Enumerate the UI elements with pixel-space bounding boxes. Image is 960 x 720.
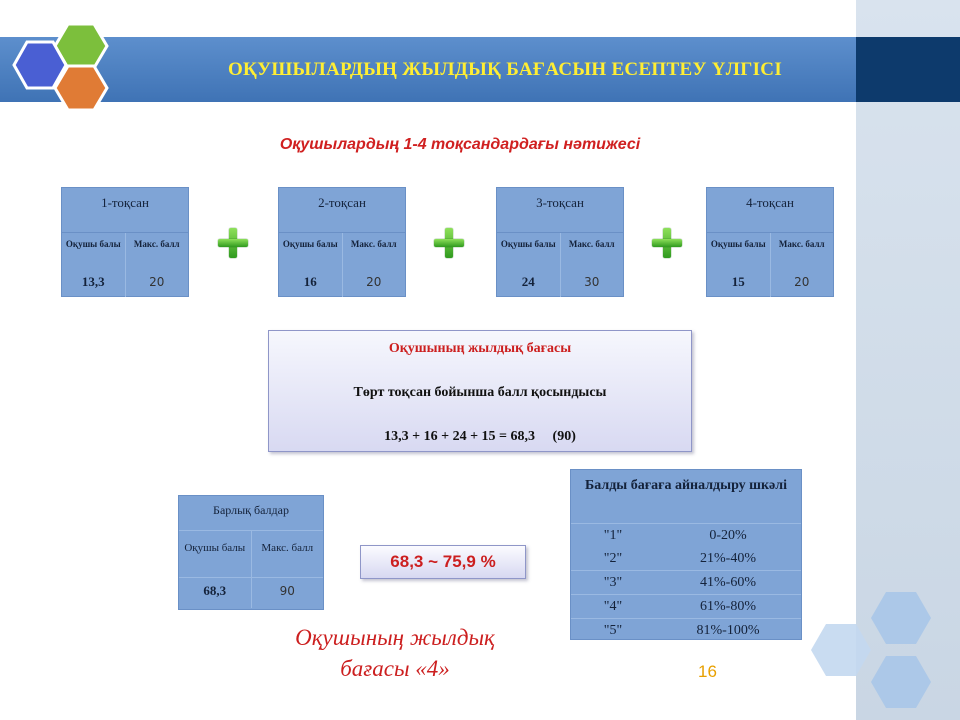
quarter-1-table <box>61 187 189 297</box>
scale-grade: "5" <box>603 623 623 638</box>
student-score-header: Оқушы балы <box>62 233 126 271</box>
student-score: 15 <box>707 271 771 297</box>
scale-range: 41%-60% <box>700 575 756 590</box>
student-score: 13,3 <box>62 271 126 297</box>
header-dark-block <box>856 37 960 102</box>
student-score: 24 <box>497 271 561 297</box>
student-score-header: Оқушы балы <box>497 233 561 271</box>
annual-summary-box <box>268 330 692 452</box>
percent-box: 68,3 ~ 75,9 % <box>360 545 526 579</box>
scale-range: 81%-100% <box>696 623 760 638</box>
grade-scale-table <box>570 469 802 640</box>
max-score-header: Макс. балл <box>778 239 825 249</box>
student-score-header: Оқушы балы <box>707 233 771 271</box>
max-score-header: Макс. балл <box>133 239 180 249</box>
summary-formula: 13,3 + 16 + 24 + 15 = 68,3 (90) <box>384 429 576 444</box>
quarter-title: 1-тоқсан <box>62 188 188 233</box>
quarter-3-table <box>496 187 624 297</box>
plus-icon <box>652 228 682 258</box>
logo-hexagons <box>10 22 110 114</box>
scale-range: 61%-80% <box>700 599 756 614</box>
plus-icon <box>434 228 464 258</box>
student-score-header: Оқушы балы <box>179 531 252 577</box>
final-grade-line2: бағасы «4» <box>340 656 450 681</box>
quarter-title: 2-тоқсан <box>279 188 405 233</box>
scale-row <box>571 570 801 594</box>
total-score-table <box>178 495 324 610</box>
max-score-header: Макс. балл <box>568 239 615 249</box>
scale-grade: "4" <box>603 599 623 614</box>
max-score-header: Макс. балл <box>350 239 397 249</box>
scale-row <box>571 524 801 547</box>
slide-subtitle: Оқушылардың 1-4 тоқсандардағы нәтижесі <box>279 136 641 153</box>
student-score-header: Оқушы балы <box>279 233 343 271</box>
quarter-4-table <box>706 187 834 297</box>
final-grade-text <box>255 622 535 684</box>
quarter-2-table <box>278 187 406 297</box>
scale-grade: "1" <box>603 528 623 543</box>
total-max-score: 90 <box>279 584 295 598</box>
page-number: 16 <box>698 662 717 681</box>
hexagon-orange <box>55 66 107 110</box>
student-score: 16 <box>279 271 343 297</box>
slide-title: ОҚУШЫЛАРДЫҢ ЖЫЛДЫҚ БАҒАСЫН ЕСЕПТЕУ ҮЛГІСІ <box>227 59 783 80</box>
scale-range: 21%-40% <box>700 551 756 566</box>
max-score: 20 <box>366 275 382 289</box>
total-student-score: 68,3 <box>179 578 252 608</box>
scale-row <box>571 594 801 618</box>
scale-grade: "2" <box>603 551 623 566</box>
summary-line: Төрт тоқсан бойынша балл қосындысы <box>353 385 607 400</box>
summary-heading: Оқушының жылдық бағасы <box>388 341 572 356</box>
scale-row <box>571 547 801 570</box>
decor-hexagons <box>806 590 940 712</box>
plus-icon <box>218 228 248 258</box>
total-title: Барлық балдар <box>179 496 323 531</box>
max-score-header: Макс. балл <box>261 542 314 554</box>
quarter-title: 3-тоқсан <box>497 188 623 233</box>
scale-grade: "3" <box>603 575 623 590</box>
quarter-title: 4-тоқсан <box>707 188 833 233</box>
max-score: 30 <box>584 275 600 289</box>
final-grade-line1: Оқушының жылдық <box>295 625 495 650</box>
scale-row <box>571 618 801 642</box>
scale-title: Балды бағаға айналдыру шкәлі <box>571 470 801 524</box>
scale-range: 0-20% <box>709 528 747 543</box>
max-score: 20 <box>149 275 165 289</box>
max-score: 20 <box>794 275 810 289</box>
